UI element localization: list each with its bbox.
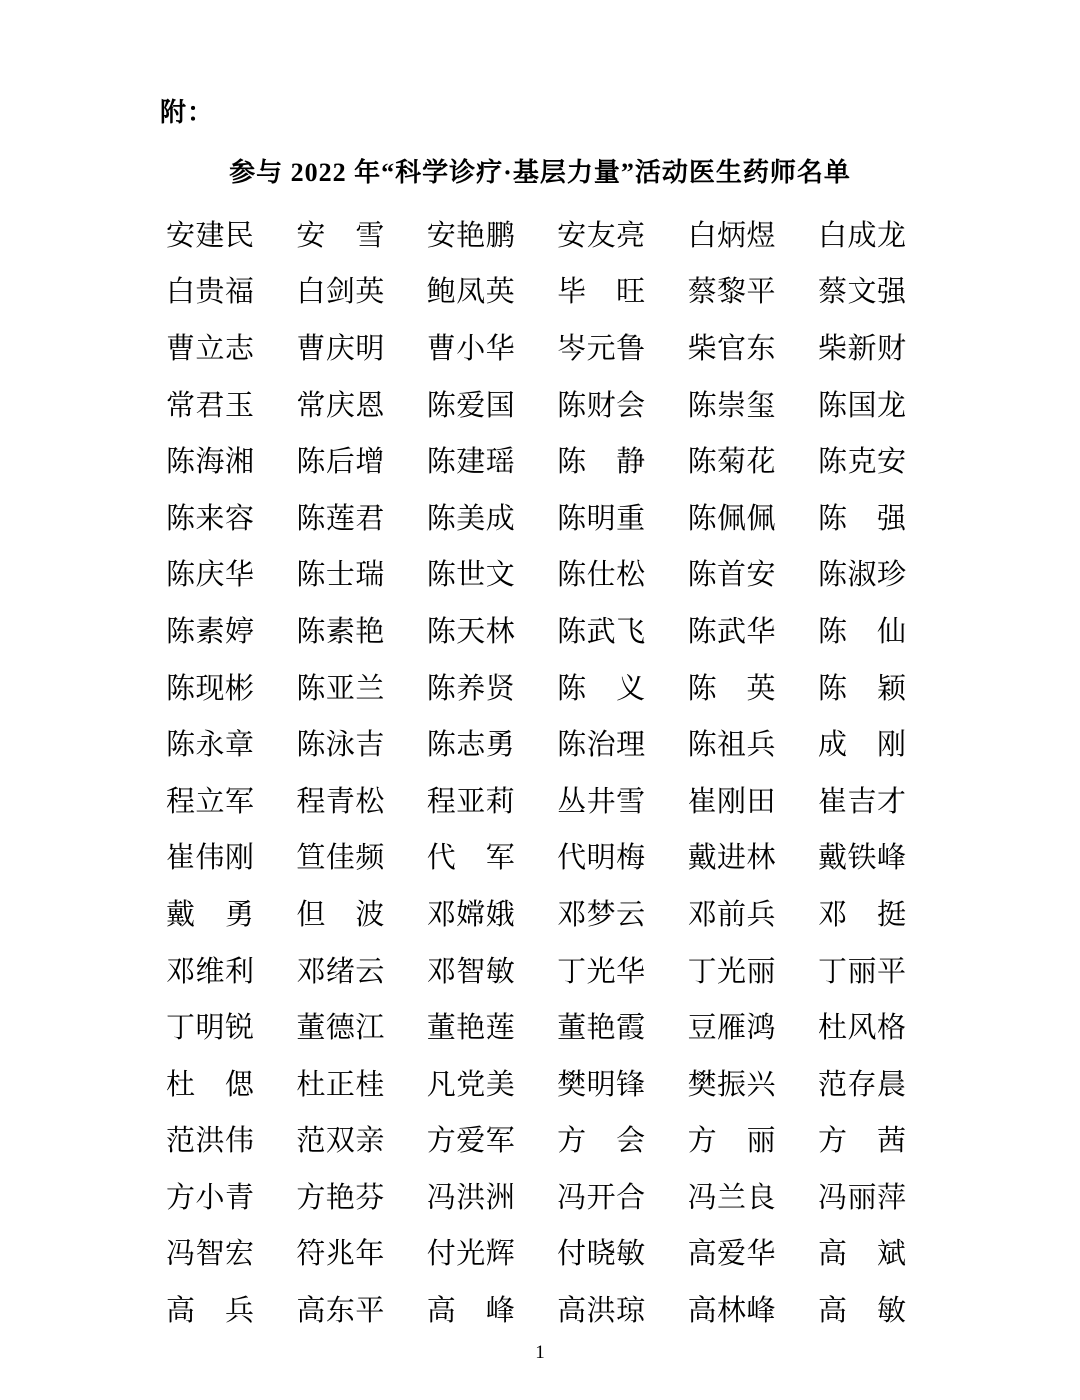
name-cell: 成刚 bbox=[817, 729, 906, 762]
name-row bbox=[166, 434, 906, 491]
name-cell: 陈庆华 bbox=[166, 559, 254, 592]
name-cell: 陈爱国 bbox=[426, 389, 515, 422]
name-row bbox=[166, 831, 906, 888]
name-cell: 方爱军 bbox=[426, 1125, 515, 1158]
name-cell: 杜偲 bbox=[166, 1068, 254, 1101]
name-cell: 安艳鹏 bbox=[426, 219, 515, 252]
name-cell: 邓挺 bbox=[817, 898, 906, 931]
name-row bbox=[166, 717, 906, 774]
name-cell: 岑元鲁 bbox=[557, 332, 646, 365]
name-cell: 陈克安 bbox=[817, 446, 906, 479]
name-row bbox=[166, 1057, 906, 1114]
name-cell: 陈崇玺 bbox=[687, 389, 776, 422]
name-cell: 鲍凤英 bbox=[426, 276, 515, 309]
name-cell: 高爱华 bbox=[687, 1238, 776, 1271]
name-cell: 安建民 bbox=[166, 219, 254, 252]
name-cell: 白炳煜 bbox=[687, 219, 776, 252]
name-cell: 陈志勇 bbox=[426, 729, 515, 762]
name-cell: 戴铁峰 bbox=[817, 842, 906, 875]
name-cell: 陈士瑞 bbox=[296, 559, 385, 592]
name-cell: 程立军 bbox=[166, 785, 254, 818]
name-cell: 陈国龙 bbox=[817, 389, 906, 422]
name-cell: 柴官东 bbox=[687, 332, 776, 365]
name-row bbox=[166, 1000, 906, 1057]
name-row bbox=[166, 774, 906, 831]
name-grid bbox=[166, 208, 906, 1340]
name-cell: 董德江 bbox=[296, 1012, 385, 1045]
name-cell: 丁光丽 bbox=[687, 955, 776, 988]
name-cell: 冯洪洲 bbox=[426, 1181, 515, 1214]
name-row bbox=[166, 265, 906, 322]
name-cell: 杜正桂 bbox=[296, 1068, 385, 1101]
name-cell: 安友亮 bbox=[557, 219, 646, 252]
name-cell: 陈颖 bbox=[817, 672, 906, 705]
name-cell: 邓嫦娥 bbox=[426, 898, 515, 931]
name-cell: 陈仙 bbox=[817, 615, 906, 648]
name-cell: 白剑英 bbox=[296, 276, 385, 309]
name-cell: 常君玉 bbox=[166, 389, 254, 422]
name-cell: 丛井雪 bbox=[557, 785, 646, 818]
name-cell: 白贵福 bbox=[166, 276, 254, 309]
name-cell: 方丽 bbox=[687, 1125, 776, 1158]
name-cell: 方小青 bbox=[166, 1181, 254, 1214]
name-cell: 冯丽萍 bbox=[817, 1181, 906, 1214]
name-cell: 丁光华 bbox=[557, 955, 646, 988]
name-cell: 高敏 bbox=[817, 1295, 906, 1328]
name-cell: 毕旺 bbox=[557, 276, 646, 309]
name-cell: 邓前兵 bbox=[687, 898, 776, 931]
name-cell: 陈后增 bbox=[296, 446, 385, 479]
name-cell: 戴进林 bbox=[687, 842, 776, 875]
name-cell: 陈英 bbox=[687, 672, 776, 705]
name-cell: 陈治理 bbox=[557, 729, 646, 762]
name-cell: 樊明锋 bbox=[557, 1068, 646, 1101]
name-cell: 但波 bbox=[296, 898, 385, 931]
name-cell: 崔吉才 bbox=[817, 785, 906, 818]
name-cell: 陈亚兰 bbox=[296, 672, 385, 705]
page-number: 1 bbox=[535, 1342, 545, 1363]
name-cell: 凡党美 bbox=[426, 1068, 515, 1101]
name-cell: 高峰 bbox=[426, 1295, 515, 1328]
name-row bbox=[166, 661, 906, 718]
name-cell: 蔡黎平 bbox=[687, 276, 776, 309]
name-cell: 程青松 bbox=[296, 785, 385, 818]
name-cell: 陈素婷 bbox=[166, 615, 254, 648]
name-row bbox=[166, 1170, 906, 1227]
name-cell: 高洪琼 bbox=[557, 1295, 646, 1328]
name-row bbox=[166, 1114, 906, 1171]
name-cell: 陈永章 bbox=[166, 729, 254, 762]
name-cell: 丁丽平 bbox=[817, 955, 906, 988]
name-cell: 邓智敏 bbox=[426, 955, 515, 988]
name-cell: 陈现彬 bbox=[166, 672, 254, 705]
name-cell: 陈菊花 bbox=[687, 446, 776, 479]
name-cell: 陈财会 bbox=[557, 389, 646, 422]
name-cell: 陈建瑶 bbox=[426, 446, 515, 479]
name-cell: 高东平 bbox=[296, 1295, 385, 1328]
name-cell: 陈淑珍 bbox=[817, 559, 906, 592]
page-title: 参与 2022 年“科学诊疗·基层力量”活动医生药师名单 bbox=[229, 158, 851, 187]
name-cell: 曹小华 bbox=[426, 332, 515, 365]
name-cell: 蔡文强 bbox=[817, 276, 906, 309]
name-cell: 付光辉 bbox=[426, 1238, 515, 1271]
name-cell: 陈仕松 bbox=[557, 559, 646, 592]
name-cell: 樊振兴 bbox=[687, 1068, 776, 1101]
name-cell: 崔刚田 bbox=[687, 785, 776, 818]
name-cell: 常庆恩 bbox=[296, 389, 385, 422]
name-cell: 范双亲 bbox=[296, 1125, 385, 1158]
name-cell: 代军 bbox=[426, 842, 515, 875]
name-cell: 高林峰 bbox=[687, 1295, 776, 1328]
name-row bbox=[166, 378, 906, 435]
name-cell: 陈武华 bbox=[687, 615, 776, 648]
name-cell: 陈莲君 bbox=[296, 502, 385, 535]
name-row bbox=[166, 944, 906, 1001]
name-cell: 邓维利 bbox=[166, 955, 254, 988]
name-row bbox=[166, 491, 906, 548]
name-row bbox=[166, 548, 906, 605]
attachment-label: 附： bbox=[160, 98, 215, 127]
name-row bbox=[166, 208, 906, 265]
name-cell: 高斌 bbox=[817, 1238, 906, 1271]
name-cell: 陈来容 bbox=[166, 502, 254, 535]
name-cell: 戴勇 bbox=[166, 898, 254, 931]
name-row bbox=[166, 1283, 906, 1340]
name-cell: 柴新财 bbox=[817, 332, 906, 365]
name-cell: 方会 bbox=[557, 1125, 646, 1158]
name-cell: 陈静 bbox=[557, 446, 646, 479]
name-cell: 陈首安 bbox=[687, 559, 776, 592]
name-cell: 丁明锐 bbox=[166, 1012, 254, 1045]
name-cell: 陈素艳 bbox=[296, 615, 385, 648]
name-cell: 笪佳频 bbox=[296, 842, 385, 875]
name-cell: 杜风格 bbox=[817, 1012, 906, 1045]
name-cell: 邓梦云 bbox=[557, 898, 646, 931]
name-cell: 方茜 bbox=[817, 1125, 906, 1158]
name-row bbox=[166, 604, 906, 661]
name-cell: 符兆年 bbox=[296, 1238, 385, 1271]
name-cell: 范存晨 bbox=[817, 1068, 906, 1101]
name-cell: 陈强 bbox=[817, 502, 906, 535]
name-row bbox=[166, 887, 906, 944]
name-cell: 陈养贤 bbox=[426, 672, 515, 705]
name-cell: 陈武飞 bbox=[557, 615, 646, 648]
name-cell: 冯智宏 bbox=[166, 1238, 254, 1271]
name-cell: 陈佩佩 bbox=[687, 502, 776, 535]
name-cell: 陈天林 bbox=[426, 615, 515, 648]
name-cell: 豆雁鸿 bbox=[687, 1012, 776, 1045]
name-cell: 陈海湘 bbox=[166, 446, 254, 479]
name-row bbox=[166, 321, 906, 378]
name-cell: 曹庆明 bbox=[296, 332, 385, 365]
name-cell: 代明梅 bbox=[557, 842, 646, 875]
name-row bbox=[166, 1227, 906, 1284]
name-cell: 付晓敏 bbox=[557, 1238, 646, 1271]
name-cell: 曹立志 bbox=[166, 332, 254, 365]
name-cell: 邓绪云 bbox=[296, 955, 385, 988]
name-cell: 陈世文 bbox=[426, 559, 515, 592]
name-cell: 陈泳吉 bbox=[296, 729, 385, 762]
name-cell: 冯兰良 bbox=[687, 1181, 776, 1214]
name-cell: 范洪伟 bbox=[166, 1125, 254, 1158]
name-cell: 方艳芬 bbox=[296, 1181, 385, 1214]
name-cell: 陈美成 bbox=[426, 502, 515, 535]
name-cell: 安雪 bbox=[296, 219, 385, 252]
name-cell: 程亚莉 bbox=[426, 785, 515, 818]
name-cell: 白成龙 bbox=[817, 219, 906, 252]
name-cell: 崔伟刚 bbox=[166, 842, 254, 875]
name-cell: 高兵 bbox=[166, 1295, 254, 1328]
name-cell: 董艳莲 bbox=[426, 1012, 515, 1045]
name-cell: 陈明重 bbox=[557, 502, 646, 535]
name-cell: 冯开合 bbox=[557, 1181, 646, 1214]
name-cell: 董艳霞 bbox=[557, 1012, 646, 1045]
name-cell: 陈义 bbox=[557, 672, 646, 705]
name-cell: 陈祖兵 bbox=[687, 729, 776, 762]
